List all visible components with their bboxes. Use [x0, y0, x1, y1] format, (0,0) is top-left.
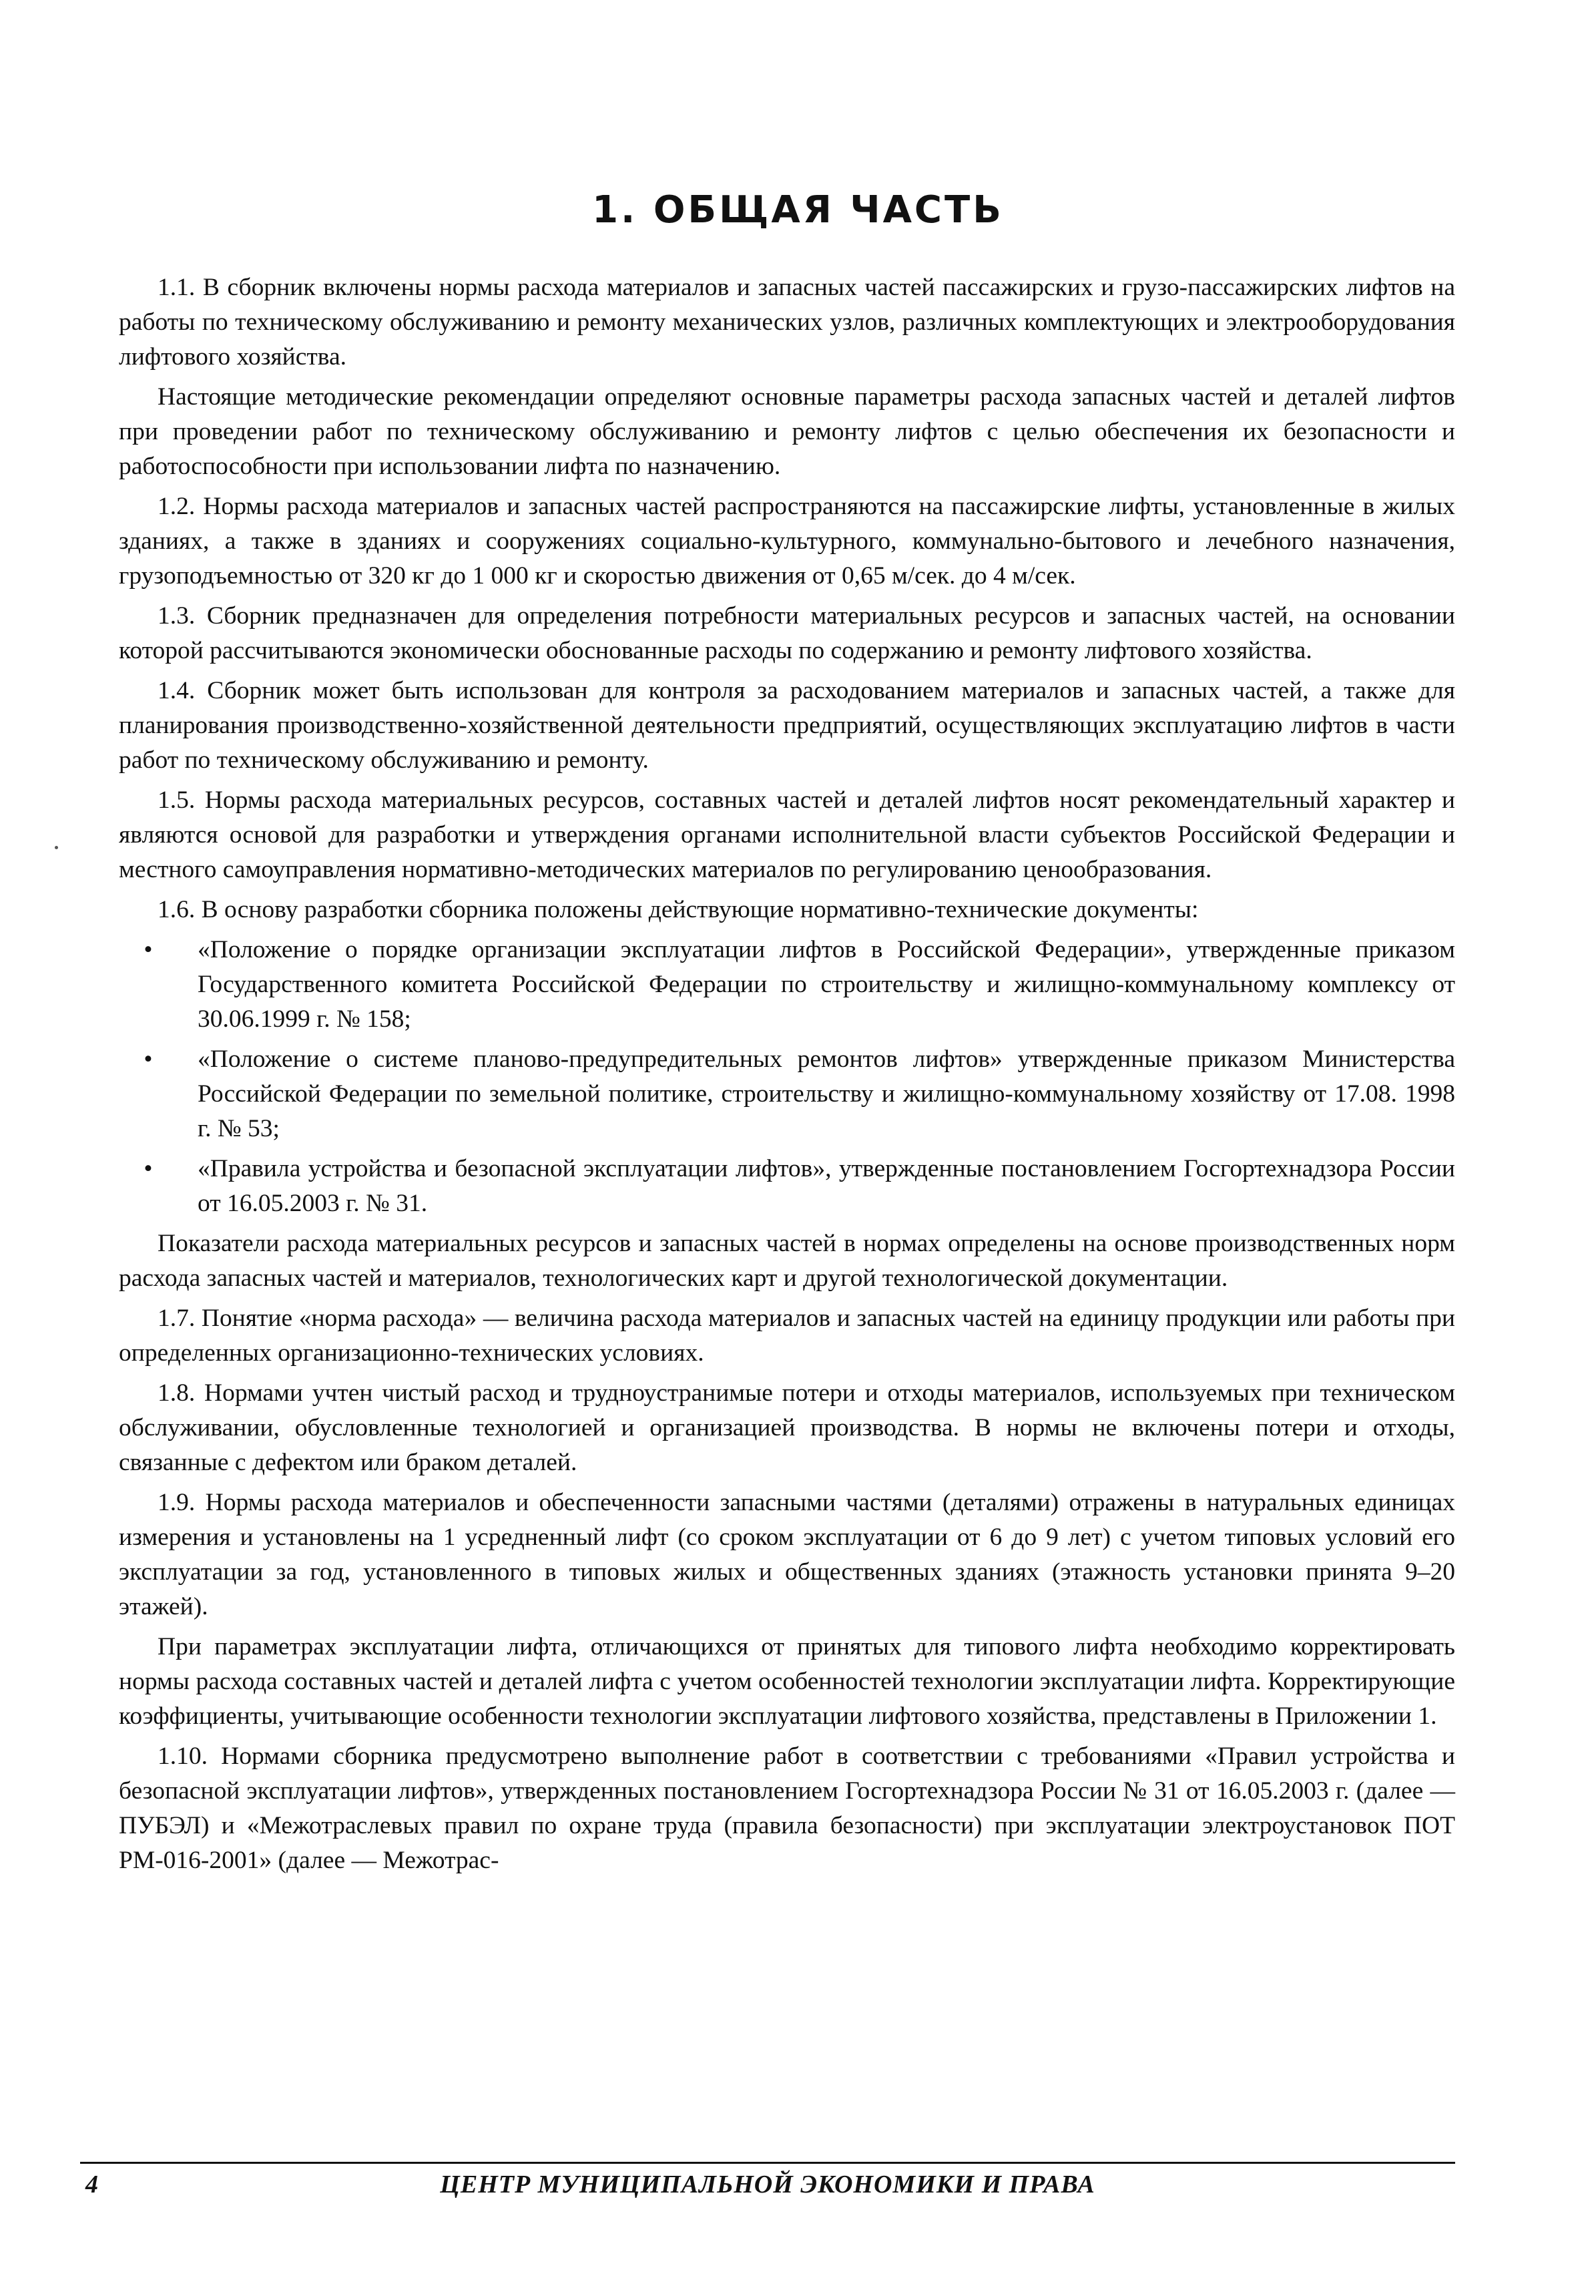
list-item-text: «Правила устройства и безопасной эксплуатации лифтов», утвержденные постановлением Госгортехнадзора России от 16.05.2003 г. № 31.: [198, 1155, 1455, 1217]
paragraph-indicators: Показатели расхода материальных ресурсов и запасных частей в нормах определены на основе производственных норм расхода запасных частей и материалов, технологических карт и другой технологической документации.: [119, 1230, 1455, 1292]
list-item: [119, 1042, 1455, 1146]
page-number: 4: [85, 2170, 98, 2199]
bullet-icon: •: [144, 1155, 153, 1182]
page-footer: [80, 2170, 1455, 2210]
publisher-name: ЦЕНТР МУНИЦИПАЛЬНОЙ ЭКОНОМИКИ И ПРАВА: [440, 2170, 1095, 2199]
list-item-text: «Положение о порядке организации эксплуатации лифтов в Российской Федерации», утвержденные приказом Государственного комитета Российской Федерации по строительству и жилищно-коммунальному комплексу от 30.06.1999 г. № 158;: [198, 936, 1455, 1033]
section-heading: 1. ОБЩАЯ ЧАСТЬ: [592, 188, 1004, 232]
bullet-icon: •: [144, 1046, 153, 1073]
bullet-icon: •: [144, 936, 153, 963]
paragraph-intro: Настоящие методические рекомендации определяют основные параметры расхода запасных частей и деталей лифтов при проведении работ по техническому обслуживанию и ремонту лифтов с целью обеспечения их безопасности и работоспособности при использовании лифта по назначению.: [119, 383, 1455, 480]
document-body: [119, 270, 1455, 1883]
scan-speck: [55, 846, 58, 849]
footer-rule: [80, 2162, 1455, 2164]
paragraph-1-6: 1.6. В основу разработки сборника положены действующие нормативно-технические документы:: [158, 896, 1199, 923]
list-item: [119, 1152, 1455, 1221]
list-item: [119, 933, 1455, 1037]
paragraph-1-1: 1.1. В сборник включены нормы расхода материалов и запасных частей пассажирских и грузо-пассажирских лифтов на работы по техническому обслуживанию и ремонту механических узлов, различных комплектующих и электрооборудования лифтового хозяйства.: [119, 274, 1455, 371]
paragraph-1-9: 1.9. Нормы расхода материалов и обеспеченности запасными частями (деталями) отражены в натуральных единицах измерения и установлены на 1 усредненный лифт (со сроком эксплуатации от 6 до 9 лет) с учетом типовых условий его эксплуатации за год, установленного в типовых жилых и общественных зданиях (этажность установки принята 9–20 этажей).: [119, 1489, 1455, 1620]
paragraph-parameters: При параметрах эксплуатации лифта, отличающихся от принятых для типового лифта необходимо корректировать нормы расхода составных частей и деталей лифта с учетом особенностей технологии эксплуатации лифта. Корректирующие коэффициенты, учитывающие особенности технологии эксплуатации лифтового хозяйства, представлены в Приложении 1.: [119, 1633, 1455, 1730]
paragraph-1-10: 1.10. Нормами сборника предусмотрено выполнение работ в соответствии с требованиями «Правил устройства и безопасной эксплуатации лифтов», утвержденных постановлением Госгортехнадзора России № 31 от 16.05.2003 г. (далее — ПУБЭЛ) и «Межотраслевых правил по охране труда (правила безопасности) при эксплуатации электроустановок ПОТ РМ-016-2001» (далее — Межотрас-: [119, 1743, 1455, 1874]
paragraph-1-5: 1.5. Нормы расхода материальных ресурсов, составных частей и деталей лифтов носят рекомендательный характер и являются основой для разработки и утверждения органами исполнительной власти субъектов Российской Федерации и местного самоуправления нормативно-методических материалов по регулированию ценообразования.: [119, 786, 1455, 883]
list-item-text: «Положение о системе планово-предупредительных ремонтов лифтов» утвержденные приказом Министерства Российской Федерации по земельной политике, строительству и жилищно-коммунальному хозяйству от 17.08. 1998 г. № 53;: [198, 1046, 1455, 1142]
paragraph-1-4: 1.4. Сборник может быть использован для контроля за расходованием материалов и запасных частей, а также для планирования производственно-хозяйственной деятельности предприятий, осуществляющих эксплуатацию лифтов в части работ по техническому обслуживанию и ремонту.: [119, 677, 1455, 774]
paragraph-1-2: 1.2. Нормы расхода материалов и запасных частей распространяются на пассажирские лифты, установленные в жилых зданиях, а также в зданиях и сооружениях социально-культурного, коммунально-бытового и лечебного назначения, грузоподъемностью от 320 кг до 1 000 кг и скоростью движения от 0,65 м/сек. до 4 м/сек.: [119, 493, 1455, 590]
paragraph-1-3: 1.3. Сборник предназначен для определения потребности материальных ресурсов и запасных частей, на основании которой рассчитываются экономически обоснованные расходы по содержанию и ремонту лифтового хозяйства.: [119, 602, 1455, 664]
paragraph-1-8: 1.8. Нормами учтен чистый расход и трудноустранимые потери и отходы материалов, используемых при техническом обслуживании, обусловленные технологией и организацией производства. В нормы не включены потери и отходы, связанные с дефектом или браком деталей.: [119, 1379, 1455, 1476]
paragraph-1-7: 1.7. Понятие «норма расхода» — величина расхода материалов и запасных частей на единицу продукции или работы при определенных организационно-технических условиях.: [119, 1305, 1455, 1367]
